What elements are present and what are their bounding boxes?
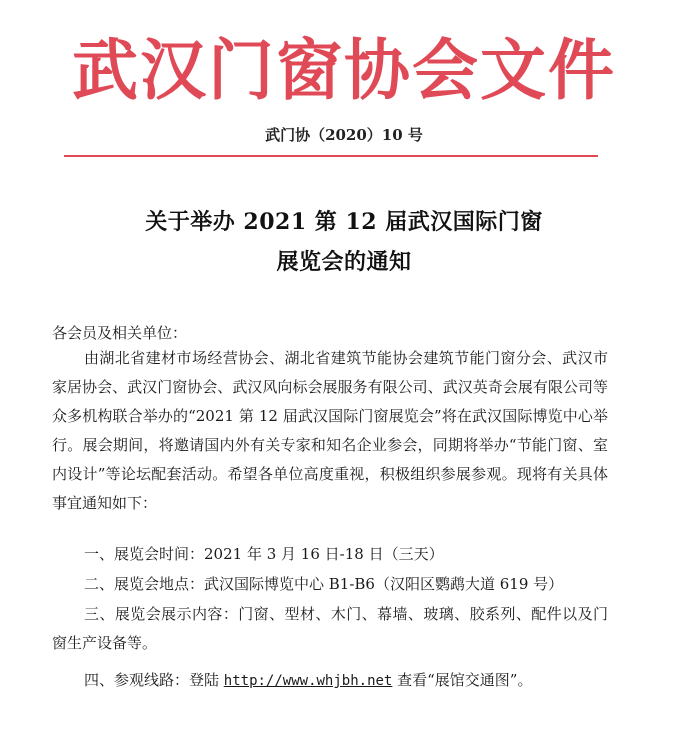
visit-route-suffix: 查看“展馆交通图”。 bbox=[392, 671, 533, 689]
item-exhibition-location: 二、展览会地点：武汉国际博览中心 B1-B6（汉阳区鹦鹉大道 619 号） bbox=[84, 575, 564, 593]
salutation: 各会员及相关单位： bbox=[52, 324, 188, 342]
red-divider-line bbox=[64, 155, 598, 157]
notice-title-line-2: 展览会的通知 bbox=[276, 249, 412, 275]
org-header-title: 武汉门窗协会文件 bbox=[72, 31, 616, 109]
item-exhibition-content: 三、展览会展示内容：门窗、型材、木门、幕墙、玻璃、胶系列、配件以及门窗生产设备等。 bbox=[52, 605, 608, 652]
website-link[interactable]: http://www.whjbh.net bbox=[223, 673, 393, 689]
notice-title-line-1: 关于举办 2021 第 12 届武汉国际门窗 bbox=[145, 209, 543, 235]
item-exhibition-time: 一、展览会时间：2021 年 3 月 16 日-18 日（三天） bbox=[84, 545, 444, 563]
item-visit-route bbox=[52, 666, 608, 696]
visit-route-prefix: 四、参观线路：登陆 bbox=[84, 671, 224, 689]
document-number: 武门协（2020）10 号 bbox=[265, 126, 423, 144]
intro-paragraph: 由湖北省建材市场经营协会、湖北省建筑节能协会建筑节能门窗分会、武汉市家居协会、武汉门窗协会、武汉风向标会展服务有限公司、武汉英奇会展有限公司等众多机构联合举办的“2021 第 12 届武汉国际门窗展览会”将在武汉国际博览中心举行。展会期间，将邀请国内外有关专家和知名企业参会，同期将举办“节能门窗、室内设计”等论坛配套活动。希望各单位高度重视，积极组织参展参观。现将有关具体事宜通知如下： bbox=[52, 349, 608, 512]
